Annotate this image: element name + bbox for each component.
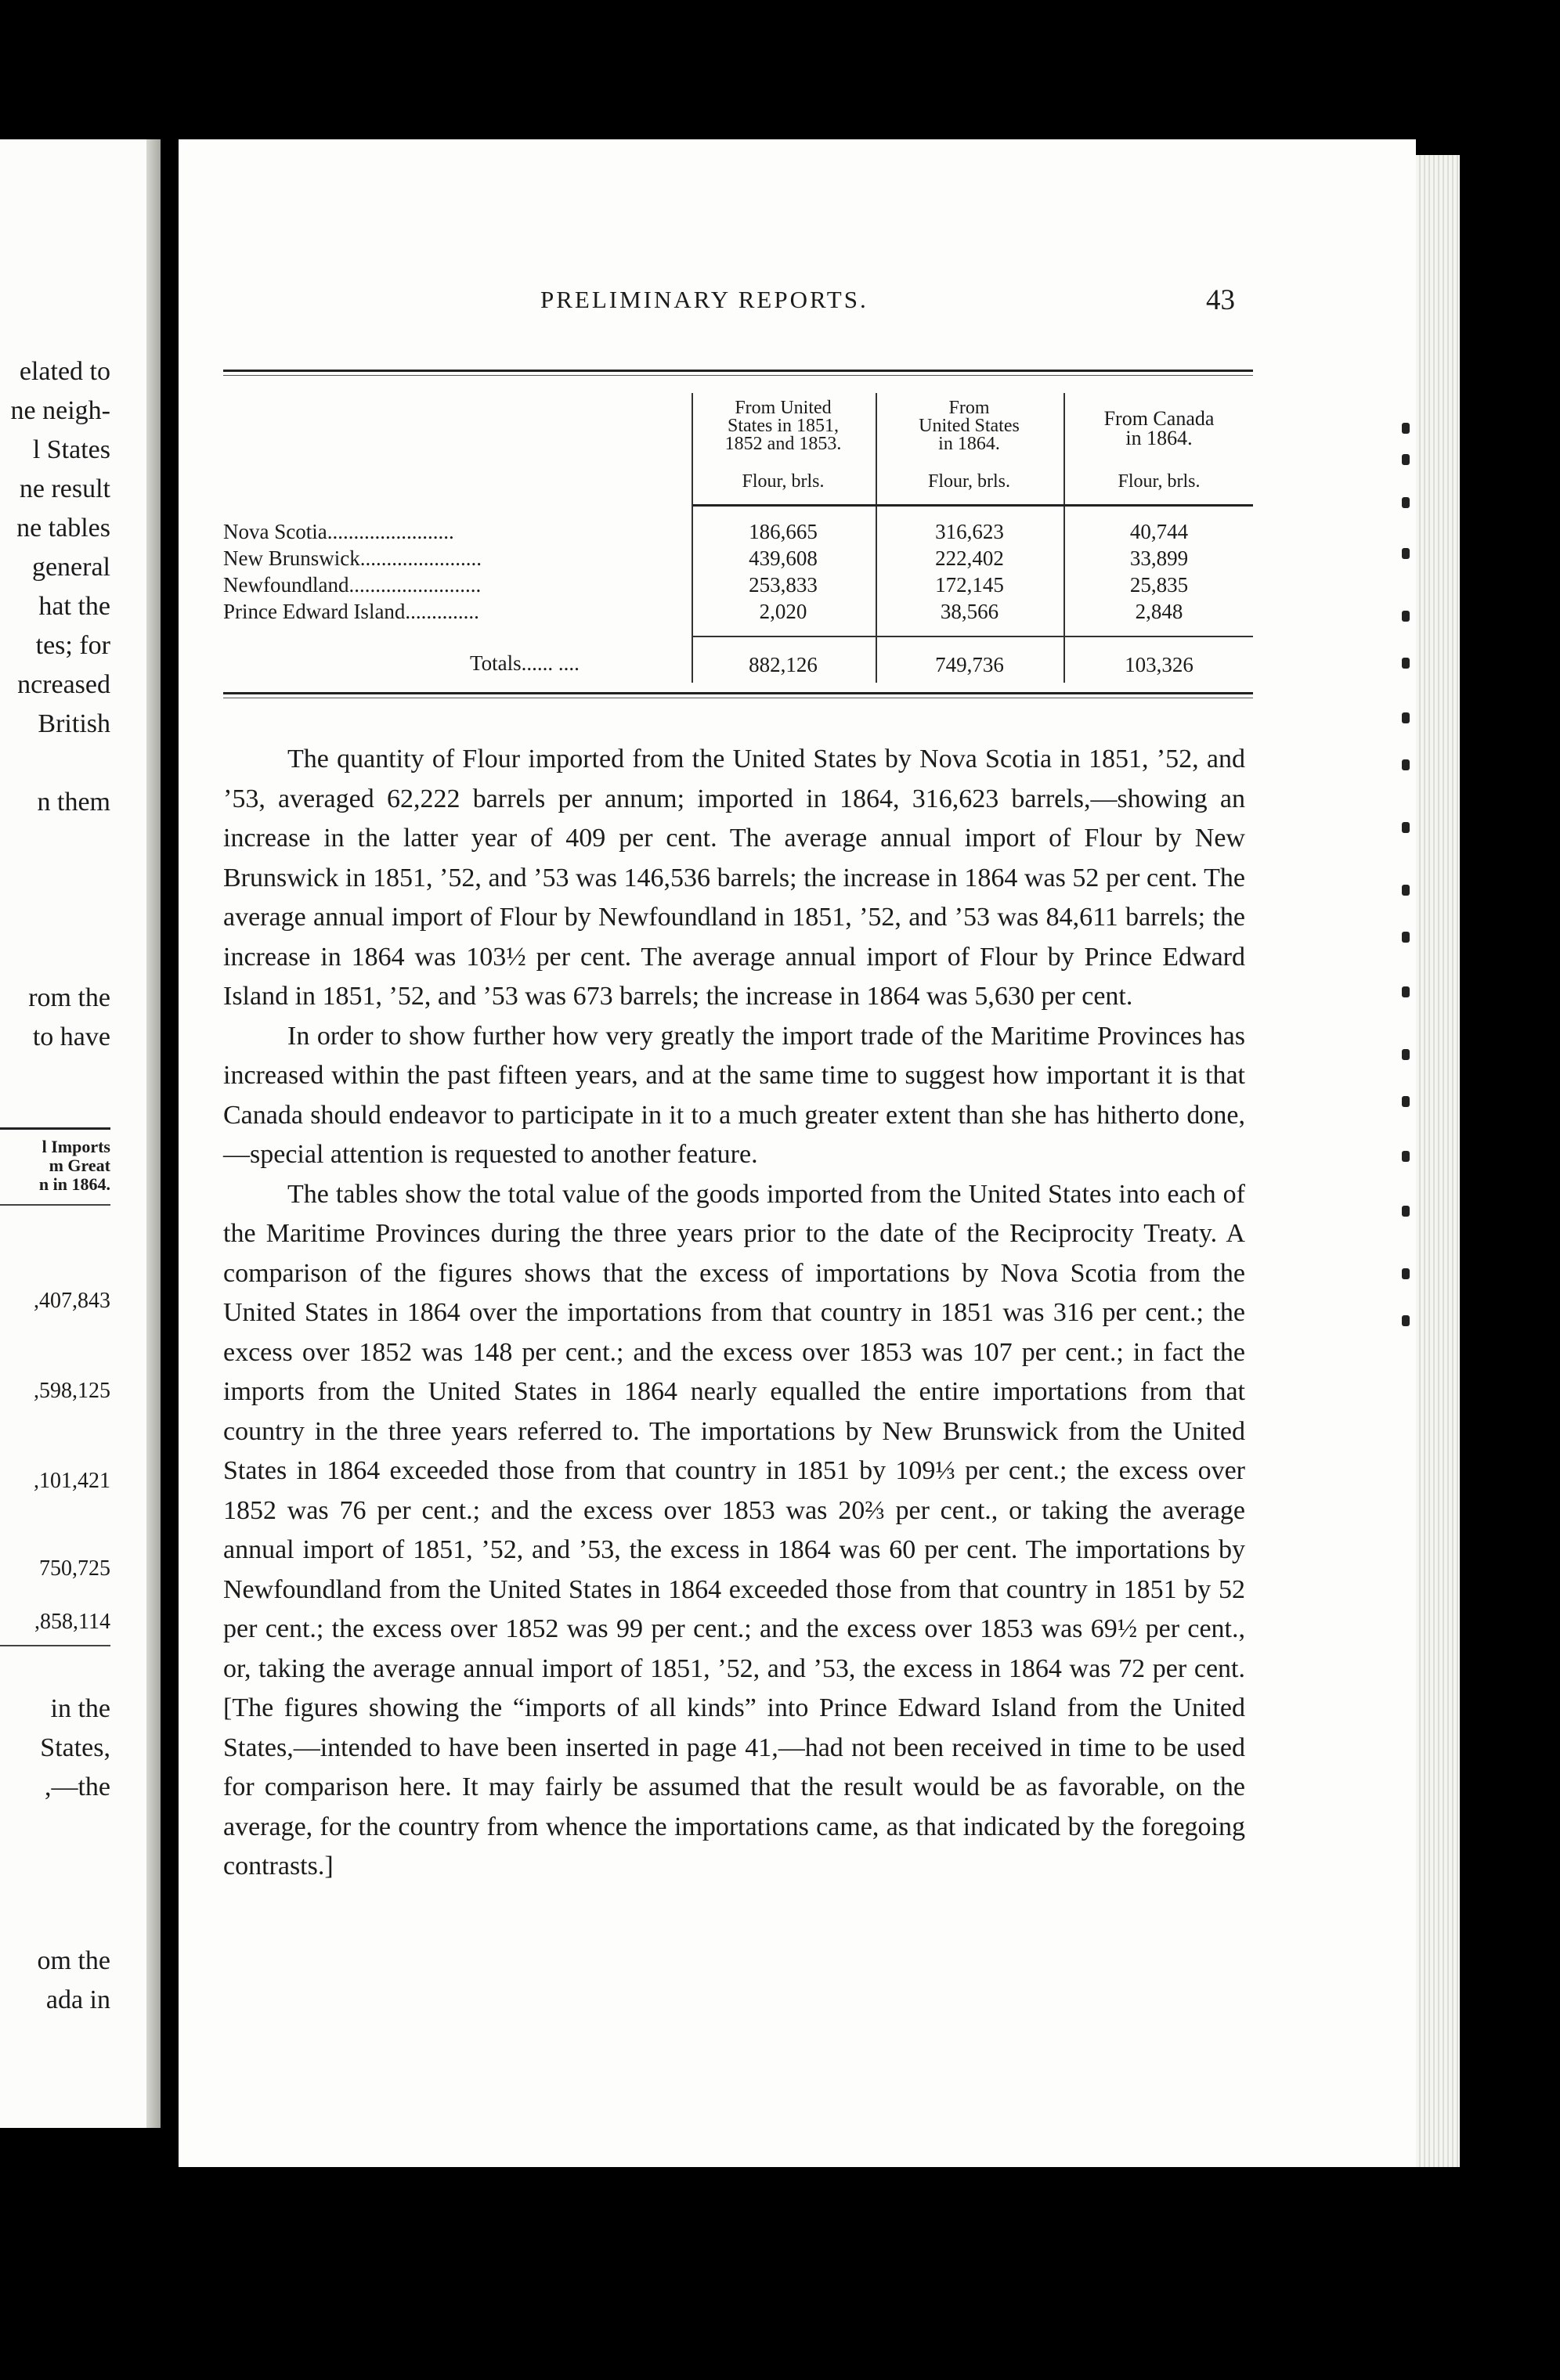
- column-heading: From United States in 1851, 1852 and 1853.: [724, 398, 842, 454]
- edge-marks: [1402, 423, 1425, 1347]
- running-title: PRELIMINARY REPORTS.: [540, 286, 868, 313]
- paragraph: The tables show the total value of the goods imported from the United States into each of the Maritime Provinces during the three years prior to the date of the Reciprocity Treaty. A comparison of the figures shows that the excess of importations by Nova Scotia from the United States in 1864 over the importations from that country in 1851 was 316 per cent.; the excess over 1852 was 148 per cent.; and the excess over 1853 was 107 per cent.; in fact the imports from the United States in 1864 nearly equalled the entire importations from that country in the three years referred to. The importations by New Brunswick from the United States in 1864 exceeded those from that country in 1851 by 109⅓ per cent.; the excess over 1852 was 76 per cent.; and the excess over 1853 was 20⅔ per cent., or taking the average annual import of 1851, ’52, and ’53, the excess in 1864 was 60 per cent. The importations by Newfoundland from the United States in 1864 exceeded those from that country in 1851 by 52 per cent.; the excess over 1852 was 99 per cent.; and the excess over 1853 was 69½ per cent., or, taking the average annual import of 1851, ’52, and ’53, the excess in 1864 was 72 per cent. [The figures showing the “imports of all kinds” into Prince Edward Island from the United States,—intended to have been inserted in page 41,—had not been received in time to be used for comparison here. It may fairly be assumed that the result would be as favorable, on the average, for the country from whence the importations came, as that indicated by the foregoing contrasts.]: [223, 1179, 1245, 1881]
- total-value: 103,326: [1125, 653, 1193, 676]
- cell-value: 439,608: [749, 546, 818, 570]
- facing-fragment: n them: [37, 788, 110, 817]
- facing-fragment: tes; for: [35, 631, 110, 660]
- cell-value: 222,402: [935, 546, 1004, 570]
- facing-fragment: l Imports: [42, 1137, 110, 1156]
- facing-fragment: ,101,421: [34, 1469, 110, 1493]
- total-value: 882,126: [749, 653, 818, 676]
- table-top-rule: [223, 375, 1253, 376]
- cell-value: 186,665: [749, 520, 818, 543]
- column-divider: [692, 645, 693, 683]
- total-value: 749,736: [935, 653, 1004, 676]
- cell-value: 2,848: [1135, 600, 1183, 623]
- column-unit: Flour, brls.: [1118, 471, 1201, 492]
- facing-fragment: in the: [50, 1694, 110, 1723]
- column-unit: Flour, brls.: [742, 471, 825, 492]
- paragraph: In order to show further how very greatly the import trade of the Maritime Provinces has increased within the past fifteen years, and at the same time to suggest how important it is that Canada should endeavor to participate in it to a much greater extent than she has hitherto done,—special attention is requested to another feature.: [223, 1021, 1245, 1169]
- facing-fragment: to have: [32, 1022, 110, 1051]
- facing-fragment: British: [38, 709, 110, 738]
- facing-fragment: ne tables: [16, 514, 110, 543]
- column-heading: From United States in 1864.: [919, 398, 1020, 454]
- facing-fragment: ada in: [45, 1985, 110, 2014]
- column-heading: From Canada in 1864.: [1103, 407, 1215, 449]
- facing-fragment: ne neigh-: [10, 396, 110, 425]
- facing-fragment: States,: [40, 1733, 110, 1762]
- body-text: [223, 740, 1245, 1887]
- facing-rule: [0, 1645, 110, 1646]
- facing-fragment: ,407,843: [34, 1289, 110, 1313]
- facing-fragment: n in 1864.: [38, 1174, 110, 1194]
- cell-value: 2,020: [759, 600, 807, 623]
- facing-rule: [0, 1127, 110, 1130]
- facing-fragment: m Great: [49, 1156, 110, 1175]
- table-bottom-rule: [223, 692, 1253, 694]
- facing-fragment: hat the: [38, 592, 110, 621]
- header-rule: [693, 504, 1253, 507]
- column-divider: [876, 393, 877, 651]
- row-label: Prince Edward Island..............: [223, 600, 479, 623]
- column-divider: [876, 645, 877, 683]
- column-divider: [692, 393, 693, 651]
- facing-fragment: ,858,114: [34, 1610, 110, 1634]
- row-label: Nova Scotia........................: [223, 520, 454, 543]
- facing-fragment: rom the: [28, 983, 110, 1012]
- facing-fragment: 750,725: [39, 1556, 110, 1581]
- facing-fragment: ,—the: [44, 1772, 110, 1801]
- cell-value: 38,566: [940, 600, 999, 623]
- facing-fragment: ,598,125: [34, 1379, 110, 1403]
- cell-value: 316,623: [935, 520, 1004, 543]
- column-divider: [1063, 645, 1065, 683]
- facing-page: [0, 139, 161, 2128]
- cell-value: 25,835: [1129, 573, 1189, 597]
- table-top-rule: [223, 370, 1253, 372]
- facing-fragment: elated to: [19, 357, 110, 386]
- cell-value: 33,899: [1129, 546, 1189, 570]
- gutter-shadow: [146, 139, 161, 2128]
- page-number: 43: [1206, 284, 1235, 316]
- facing-fragment: l States: [32, 435, 110, 464]
- row-label: New Brunswick.......................: [223, 546, 482, 570]
- column-unit: Flour, brls.: [927, 471, 1011, 492]
- facing-fragment: general: [31, 553, 110, 582]
- cell-value: 172,145: [935, 573, 1004, 597]
- totals-rule: [693, 636, 1253, 637]
- cell-value: 253,833: [749, 573, 818, 597]
- facing-fragment: ne result: [19, 474, 110, 503]
- cell-value: 40,744: [1129, 520, 1189, 543]
- paragraph: The quantity of Flour imported from the United States by Nova Scotia in 1851, ’52, and ’53, averaged 62,222 barrels per annum; imported in 1864, 316,623 barrels,—showing an increase in the latter year of 409 per cent. The average annual import of Flour by New Brunswick in 1851, ’52, and ’53 was 146,536 barrels; the increase in 1864 was 52 per cent. The average annual import of Flour by Newfoundland in 1851, ’52, and ’53 was 84,611 barrels; the increase in 1864 was 103½ per cent. The average annual import of Flour by Prince Edward Island in 1851, ’52, and ’53 was 673 barrels; the increase in 1864 was 5,630 per cent.: [223, 745, 1245, 1011]
- totals-label: Totals...... ....: [470, 651, 580, 675]
- facing-rule: [0, 1204, 110, 1206]
- facing-fragment: om the: [37, 1946, 110, 1975]
- facing-fragment: ncreased: [17, 670, 110, 699]
- row-label: Newfoundland.........................: [223, 573, 482, 597]
- column-divider: [1063, 393, 1065, 651]
